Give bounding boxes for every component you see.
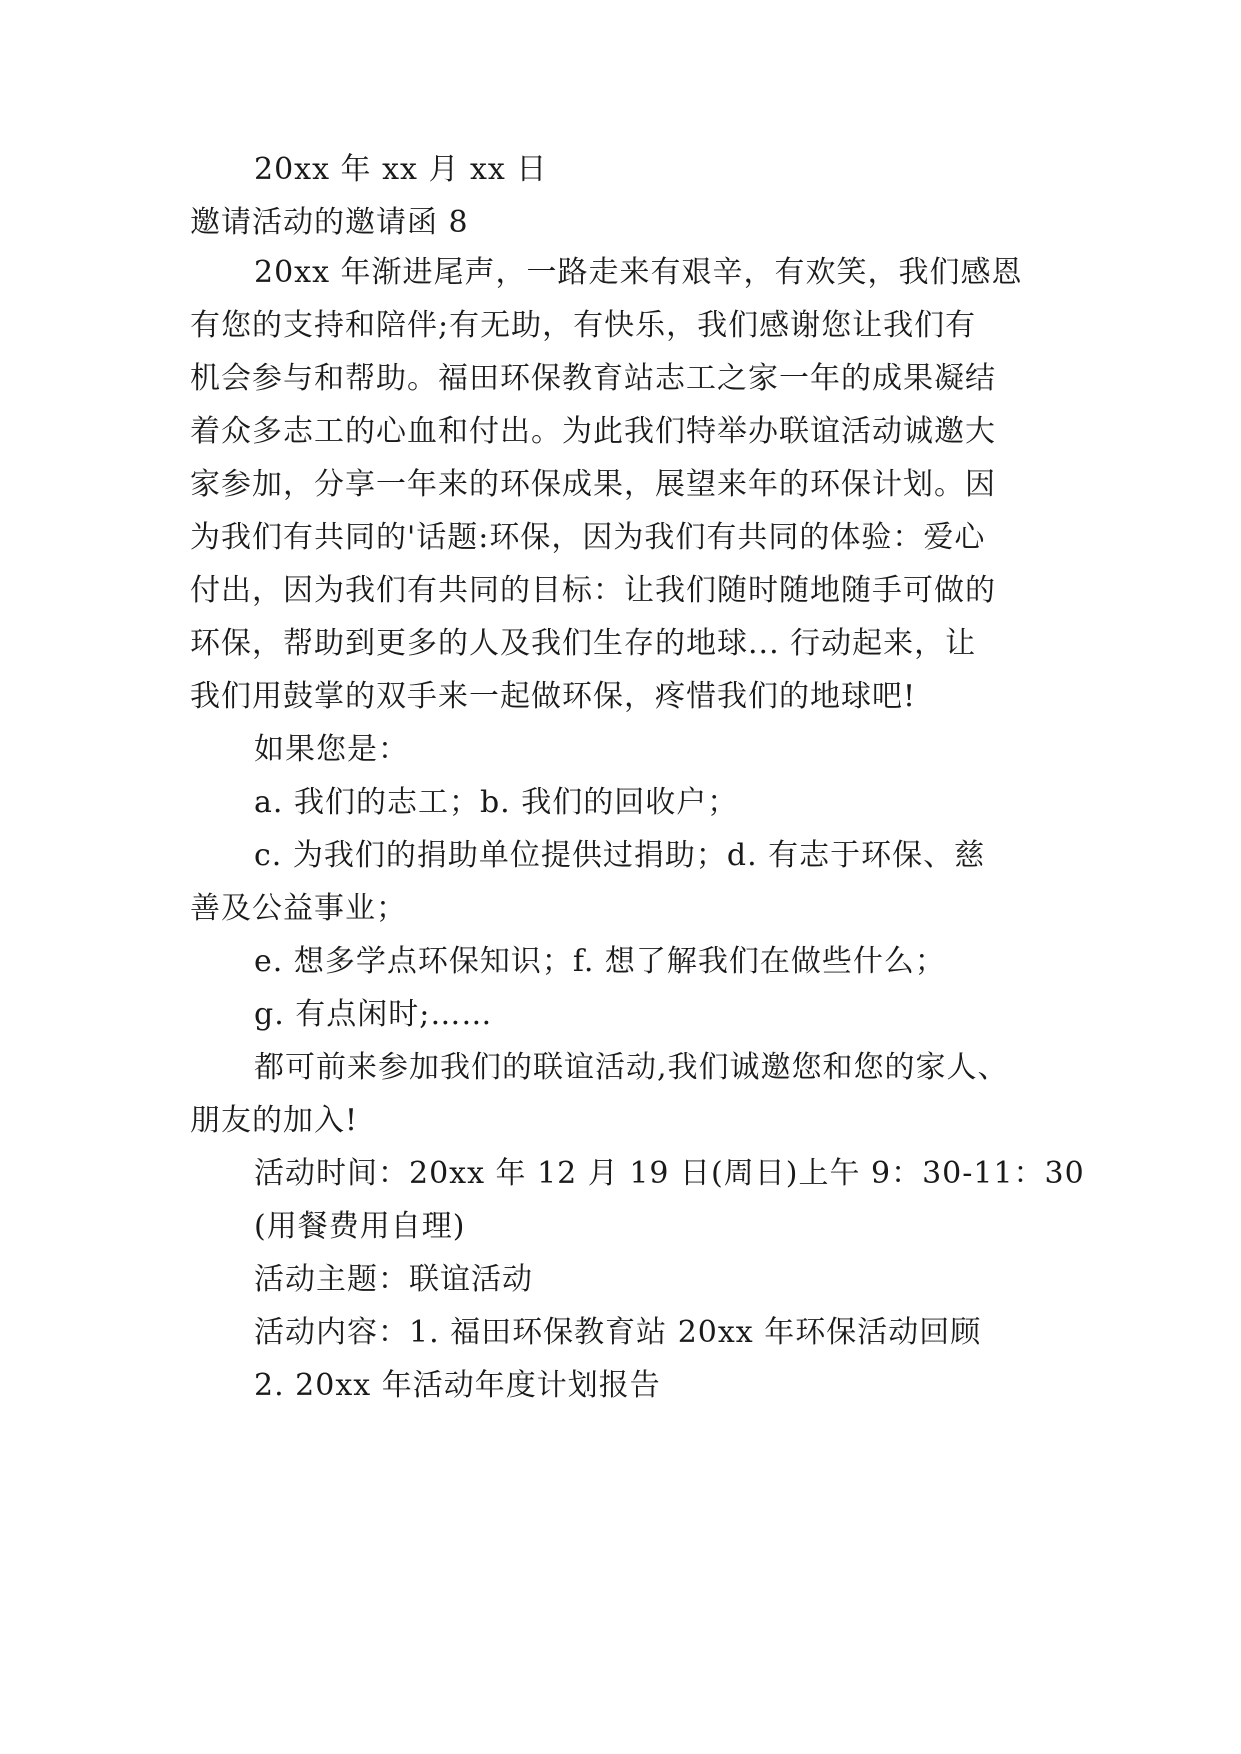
activity-time: 活动时间：20xx 年 12 月 19 日(周日)上午 9：30-11：30 xyxy=(254,1156,1085,1191)
document-heading: 邀请活动的邀请函 8 xyxy=(190,205,469,240)
paragraph-line: 为我们有共同的'话题:环保，因为我们有共同的体验：爱心 xyxy=(190,520,986,555)
paragraph-line: 机会参与和帮助。福田环保教育站志工之家一年的成果凝结 xyxy=(190,361,996,396)
activity-theme: 活动主题：联谊活动 xyxy=(254,1262,533,1297)
paragraph-line: 20xx 年渐进尾声，一路走来有艰辛，有欢笑，我们感恩 xyxy=(254,255,1023,290)
activity-content: 活动内容：1. 福田环保教育站 20xx 年环保活动回顾 xyxy=(254,1315,982,1350)
welcome-line-cont: 朋友的加入! xyxy=(190,1103,359,1138)
paragraph-line: 家参加，分享一年来的环保成果，展望来年的环保计划。因 xyxy=(190,467,996,502)
paragraph-line: 有您的支持和陪伴;有无助，有快乐，我们感谢您让我们有 xyxy=(190,308,977,343)
if-you-are: 如果您是： xyxy=(254,732,409,767)
paragraph-line: 环保，帮助到更多的人及我们生存的地球... 行动起来，让 xyxy=(190,626,977,661)
paragraph-line: 着众多志工的心血和付出。为此我们特举办联谊活动诚邀大 xyxy=(190,414,996,449)
welcome-line: 都可前来参加我们的联谊活动,我们诚邀您和您的家人、 xyxy=(254,1050,1009,1085)
list-item-g: g. 有点闲时;…… xyxy=(254,997,493,1032)
paragraph-line: 我们用鼓掌的双手来一起做环保，疼惜我们的地球吧! xyxy=(190,679,917,714)
activity-content-item: 2. 20xx 年活动年度计划报告 xyxy=(254,1368,661,1403)
list-item-ab: a. 我们的志工；b. 我们的回收户； xyxy=(254,785,739,820)
list-item-ef: e. 想多学点环保知识；f. 想了解我们在做些什么； xyxy=(254,944,946,979)
list-item-cd-cont: 善及公益事业； xyxy=(190,891,407,926)
list-item-cd: c. 为我们的捐助单位提供过捐助；d. 有志于环保、慈 xyxy=(254,838,986,873)
activity-time-note: (用餐费用自理) xyxy=(254,1209,466,1244)
paragraph-line: 付出，因为我们有共同的目标：让我们随时随地随手可做的 xyxy=(190,573,996,608)
date-line: 20xx 年 xx 月 xx 日 xyxy=(254,152,548,187)
